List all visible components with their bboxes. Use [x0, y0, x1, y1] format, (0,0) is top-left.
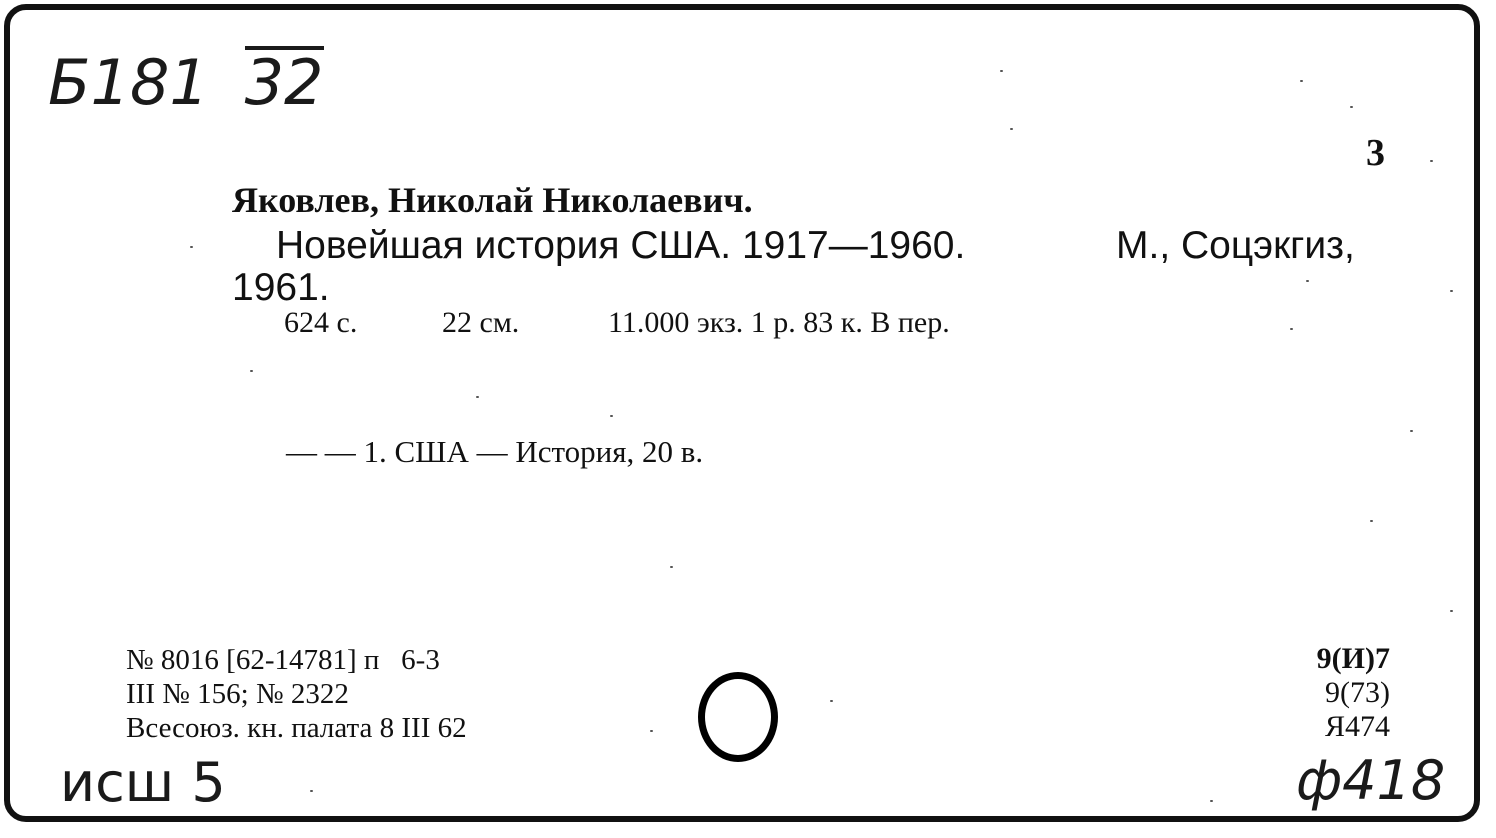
registry-line-1: № 8016 [62-14781] п 6-3 — [126, 644, 440, 676]
publication-year: 1961. — [232, 266, 330, 309]
book-size: 22 см. — [442, 306, 520, 339]
registry-line-2: III № 156; № 2322 — [126, 678, 349, 710]
scan-speck — [1450, 610, 1453, 612]
classification-line-3: Я474 — [1324, 710, 1390, 743]
scan-speck — [1290, 328, 1293, 330]
print-run-price: 11.000 экз. 1 р. 83 к. В пер. — [608, 306, 950, 339]
scan-speck — [1350, 106, 1353, 108]
scan-speck — [310, 790, 313, 792]
subject-heading: — — 1. США — История, 20 в. — [286, 434, 704, 469]
page-count: 624 с. — [284, 306, 358, 339]
scan-speck — [670, 566, 673, 568]
call-number-sub: 32 — [244, 46, 324, 119]
classification-line-1: 9(И)7 — [1316, 642, 1390, 675]
scan-speck — [830, 700, 833, 702]
handwritten-shelf-mark-left: исш 5 — [60, 751, 226, 814]
scan-speck — [476, 396, 479, 398]
registry-line-3: Всесоюз. кн. палата 8 III 62 — [126, 712, 467, 744]
scan-speck — [1450, 290, 1453, 292]
scan-speck — [1010, 128, 1013, 130]
scan-speck — [1000, 70, 1003, 72]
title-line: Новейшая история США. 1917—1960. — [276, 224, 966, 267]
scan-speck — [190, 246, 193, 248]
author-heading: Яковлев, Николай Николаевич. — [232, 180, 753, 220]
scan-speck — [1306, 280, 1309, 282]
scan-speck — [1210, 800, 1213, 802]
scan-speck — [1370, 520, 1373, 522]
scan-speck — [1300, 80, 1303, 82]
scan-speck — [1430, 160, 1433, 162]
handwritten-shelf-mark-right: ф418 — [1296, 749, 1446, 812]
publisher: М., Соцэкгиз, — [1116, 224, 1355, 267]
scan-speck — [650, 730, 653, 732]
scan-speck — [610, 415, 613, 417]
call-number-main: Б181 — [48, 46, 209, 119]
scan-speck — [250, 370, 253, 372]
classification-line-2: 9(73) — [1325, 676, 1390, 709]
handwritten-call-number — [48, 46, 324, 119]
card-punch-hole — [698, 672, 778, 762]
catalog-card — [4, 4, 1480, 822]
card-number: 3 — [1366, 132, 1385, 174]
scan-speck — [1410, 430, 1413, 432]
